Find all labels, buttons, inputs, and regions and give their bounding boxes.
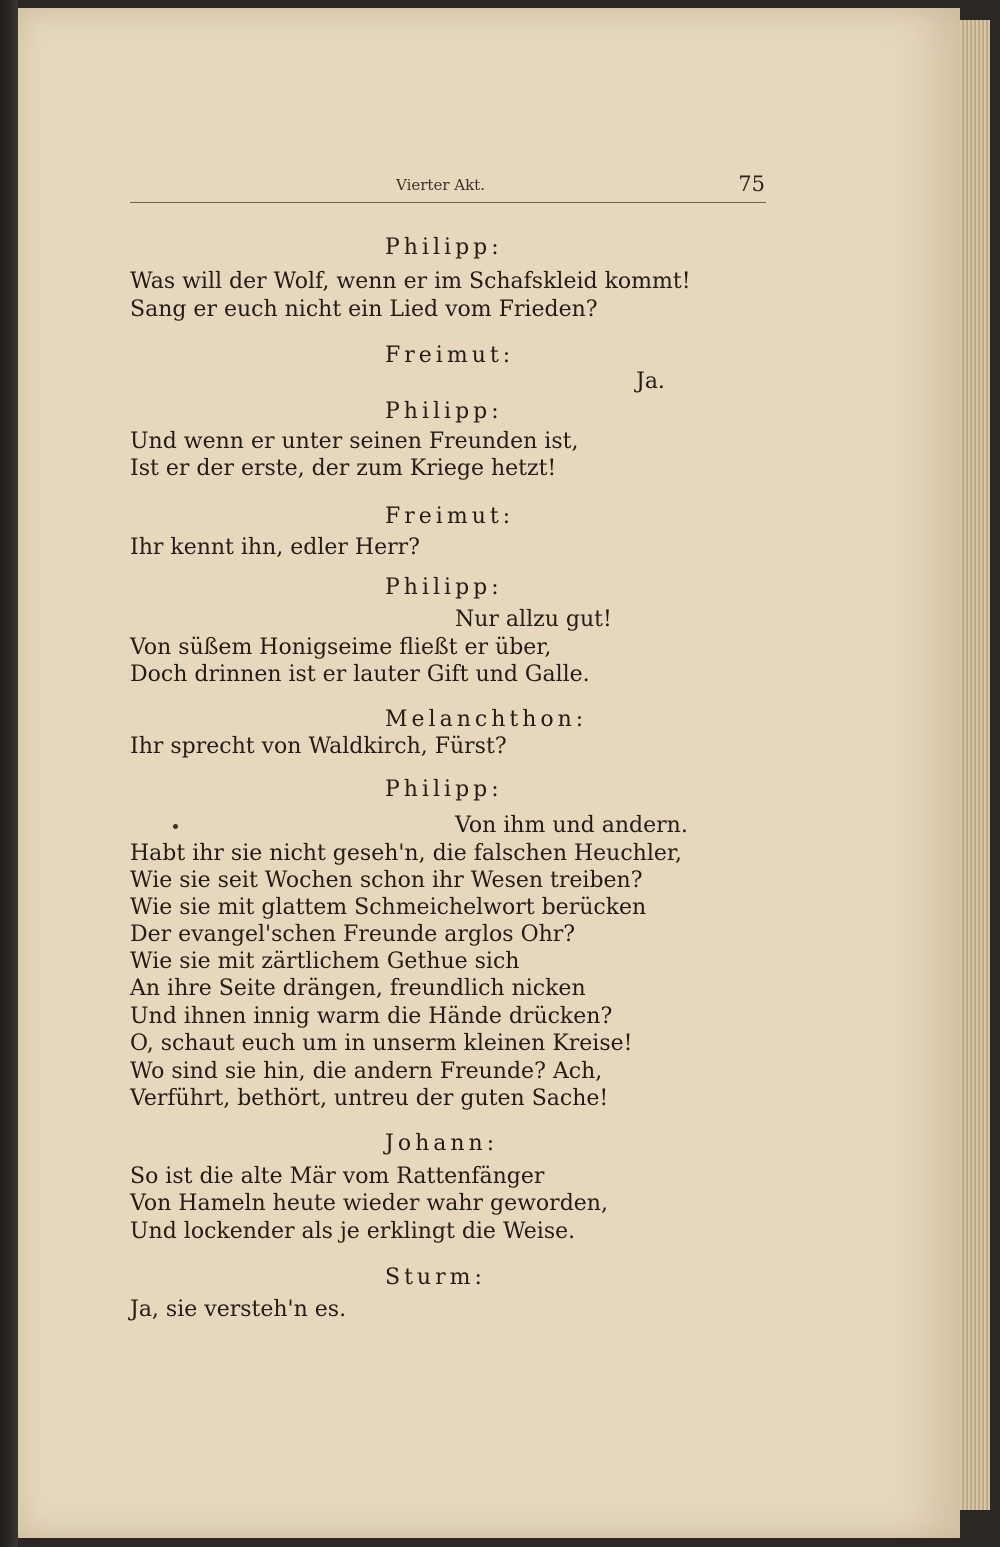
- verse-line: Wie sie seit Wochen schon ihr Wesen treiben?: [130, 868, 643, 893]
- verse-line: Habt ihr sie nicht geseh'n, die falschen Heuchler,: [130, 841, 682, 866]
- verse-line: An ihre Seite drängen, freundlich nicken: [130, 976, 586, 1001]
- verse-line: Verführt, bethört, untreu der guten Sache!: [130, 1086, 609, 1111]
- ink-dot: [173, 824, 178, 829]
- verse-line: Von ihm und andern.: [455, 813, 688, 838]
- running-head: Vierter Akt.: [396, 176, 485, 194]
- speaker-name: Freimut:: [385, 343, 515, 368]
- verse-line: Wie sie mit glattem Schmeichelwort berücken: [130, 895, 647, 920]
- verse-line: Wie sie mit zärtlichem Gethue sich: [130, 949, 520, 974]
- verse-line: Ihr kennt ihn, edler Herr?: [130, 535, 420, 560]
- speaker-name: Philipp:: [385, 777, 503, 802]
- verse-line: Und ihnen innig warm die Hände drücken?: [130, 1004, 613, 1029]
- page-number: 75: [738, 172, 765, 196]
- speaker-name: Sturm:: [385, 1265, 486, 1290]
- verse-line: Was will der Wolf, wenn er im Schafskleid kommt!: [130, 269, 691, 294]
- verse-line: Doch drinnen ist er lauter Gift und Galle.: [130, 662, 590, 687]
- book-gutter: [0, 0, 18, 1547]
- page-stack-edge: [960, 20, 990, 1510]
- verse-line: Und wenn er unter seinen Freunden ist,: [130, 429, 579, 454]
- speaker-name: Philipp:: [385, 399, 503, 424]
- speaker-name: Johann:: [385, 1131, 499, 1156]
- verse-line: O, schaut euch um in unserm kleinen Kreise!: [130, 1031, 633, 1056]
- speaker-name: Philipp:: [385, 235, 503, 260]
- verse-line: Von Hameln heute wieder wahr geworden,: [130, 1191, 608, 1216]
- verse-line: So ist die alte Mär vom Rattenfänger: [130, 1164, 545, 1189]
- verse-line: Wo sind sie hin, die andern Freunde? Ach,: [130, 1059, 603, 1084]
- speaker-name: Freimut:: [385, 504, 515, 529]
- verse-line: Und lockender als je erklingt die Weise.: [130, 1219, 576, 1244]
- verse-line: Ihr sprecht von Waldkirch, Fürst?: [130, 734, 507, 759]
- speaker-name: Philipp:: [385, 575, 503, 600]
- verse-line: Ja.: [636, 369, 665, 394]
- verse-line: Der evangel'schen Freunde arglos Ohr?: [130, 922, 576, 947]
- page-header: [130, 172, 765, 200]
- verse-line: Nur allzu gut!: [455, 607, 612, 632]
- verse-line: Ist er der erste, der zum Kriege hetzt!: [130, 456, 557, 481]
- speaker-name: Melanchthon:: [385, 707, 588, 732]
- header-rule: [130, 202, 766, 203]
- verse-line: Ja, sie versteh'n es.: [130, 1297, 347, 1322]
- verse-line: Von süßem Honigseime fließt er über,: [130, 635, 552, 660]
- verse-line: Sang er euch nicht ein Lied vom Frieden?: [130, 297, 598, 322]
